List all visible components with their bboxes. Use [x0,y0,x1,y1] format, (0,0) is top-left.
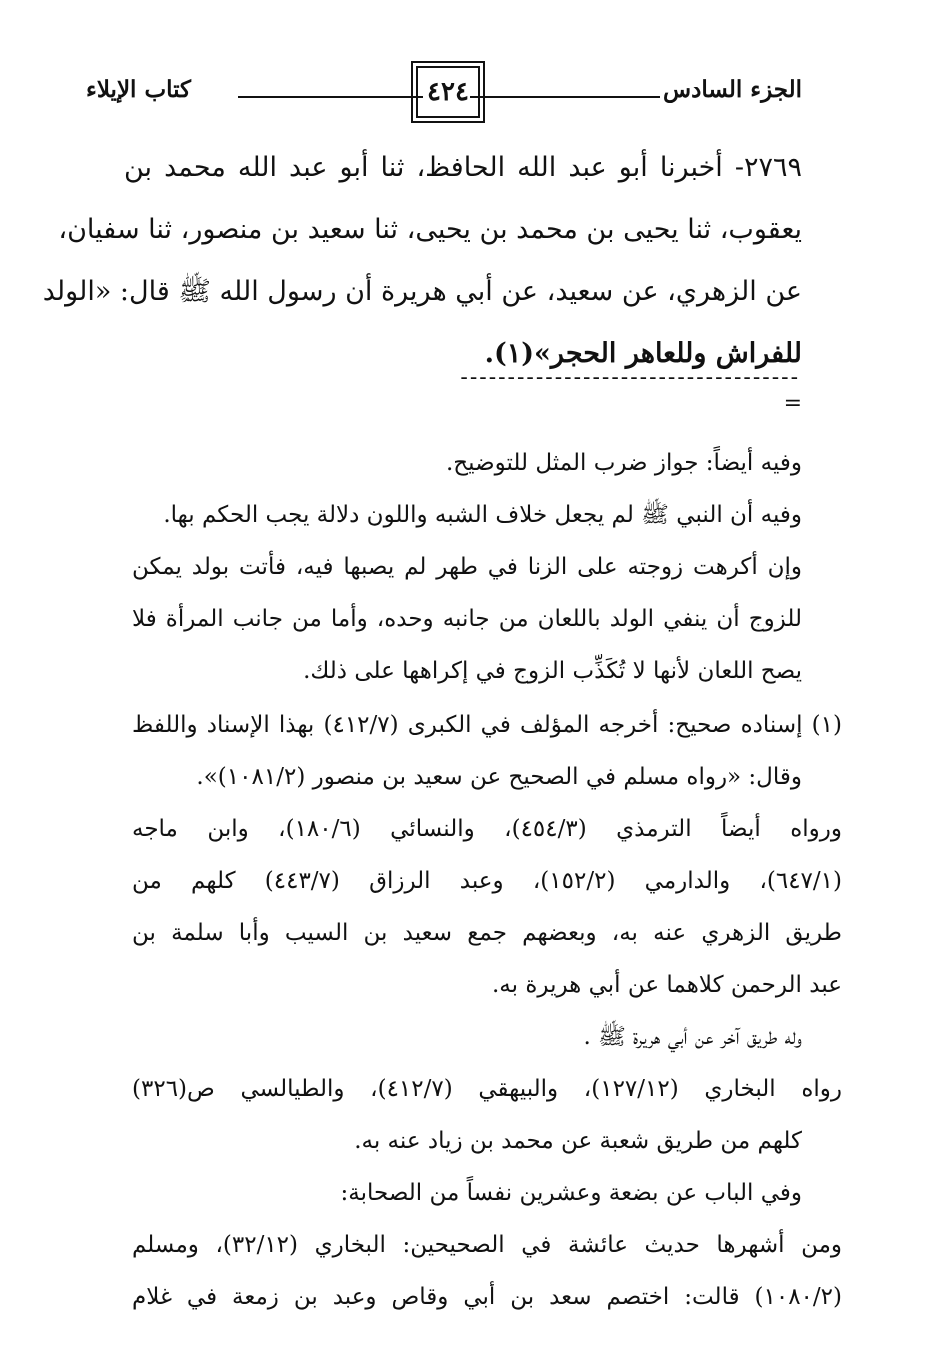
note-line: وقال: «رواه مسلم في الصحيح عن سعيد بن منصور (١٠٨١/٢)». [196,764,802,790]
note-line: (١٠٨٠/٢) قالت: اختصم سعد بن أبي وقاص وعبد بن زمعة في غلام [132,1284,842,1310]
note-line: عبد الرحمن كلاهما عن أبي هريرة به. [491,972,842,998]
note-line: ورواه أيضاً الترمذي (٤٥٤/٣)، والنسائي (١٨٠/٦)، وابن ماجه [132,816,842,842]
page-number: ٤٢٤ [416,66,480,118]
note-line: ومن أشهرها حديث عائشة في الصحيحين: البخاري (٣٢/١٢)، ومسلم [132,1232,843,1258]
hadith-line: للفراش وللعاهر الحجر»(١). [484,338,802,369]
note-line: كلهم من طريق شعبة عن محمد بن زياد عنه به. [354,1128,802,1154]
note-line: وفيه أن النبي ﷺ لم يجعل خلاف الشبه واللون دلالة يجب الحكم بها. [163,502,802,528]
separator-equals: = [783,391,802,416]
note-line: يصح اللعان لأنها لا تُكَذِّب الزوج في إكراهها على ذلك. [303,658,802,684]
hadith-line: ٢٧٦٩- أخبرنا أبو عبد الله الحافظ، ثنا أبو عبد الله محمد بن [124,152,802,183]
note-line: رواه البخاري (١٢٧/١٢)، والبيهقي (٤١٢/٧)، والطيالسي ص(٣٢٦) [132,1076,842,1102]
note-line: وله طريق آخر عن أبي هريرة ﷺ . [583,1024,802,1050]
separator-dashes: ------------------------------------ [460,365,800,390]
note-line: طريق الزهري عنه به، وبعضهم جمع سعيد بن السيب وأبا سلمة بن [132,920,842,946]
note-line: (٦٤٧/١)، والدارمي (١٥٢/٢)، وعبد الرزاق (٤٤٣/٧) كلهم من [132,868,842,894]
note-line: وفي الباب عن بضعة وعشرين نفساً من الصحابة: [340,1180,802,1206]
note-line: وفيه أيضاً: جواز ضرب المثل للتوضيح. [445,450,802,476]
hadith-line: عن الزهري، عن سعيد، عن أبي هريرة أن رسول الله ﷺ قال: «الولد [42,276,802,307]
hadith-line: يعقوب، ثنا يحيى بن محمد بن يحيى، ثنا سعيد بن منصور، ثنا سفيان، [58,214,802,245]
header-rule-right [470,96,660,98]
page-header [86,66,802,124]
note-line: للزوج أن ينفي الولد باللعان من جانبه وحده، وأما من جانب المرأة فلا [132,606,802,632]
footnote-1-line: (١) إسناده صحيح: أخرجه المؤلف في الكبرى (٤١٢/٧) بهذا الإسناد واللفظ [132,712,842,738]
header-rule-left [238,96,423,98]
note-line: وإن أكرهت زوجته على الزنا في طهر لم يصبها فيه، فأتت بولد يمكن [132,554,802,580]
running-head-book: كتاب الإيلاء [86,76,192,103]
running-head-part: الجزء السادس [663,76,802,103]
